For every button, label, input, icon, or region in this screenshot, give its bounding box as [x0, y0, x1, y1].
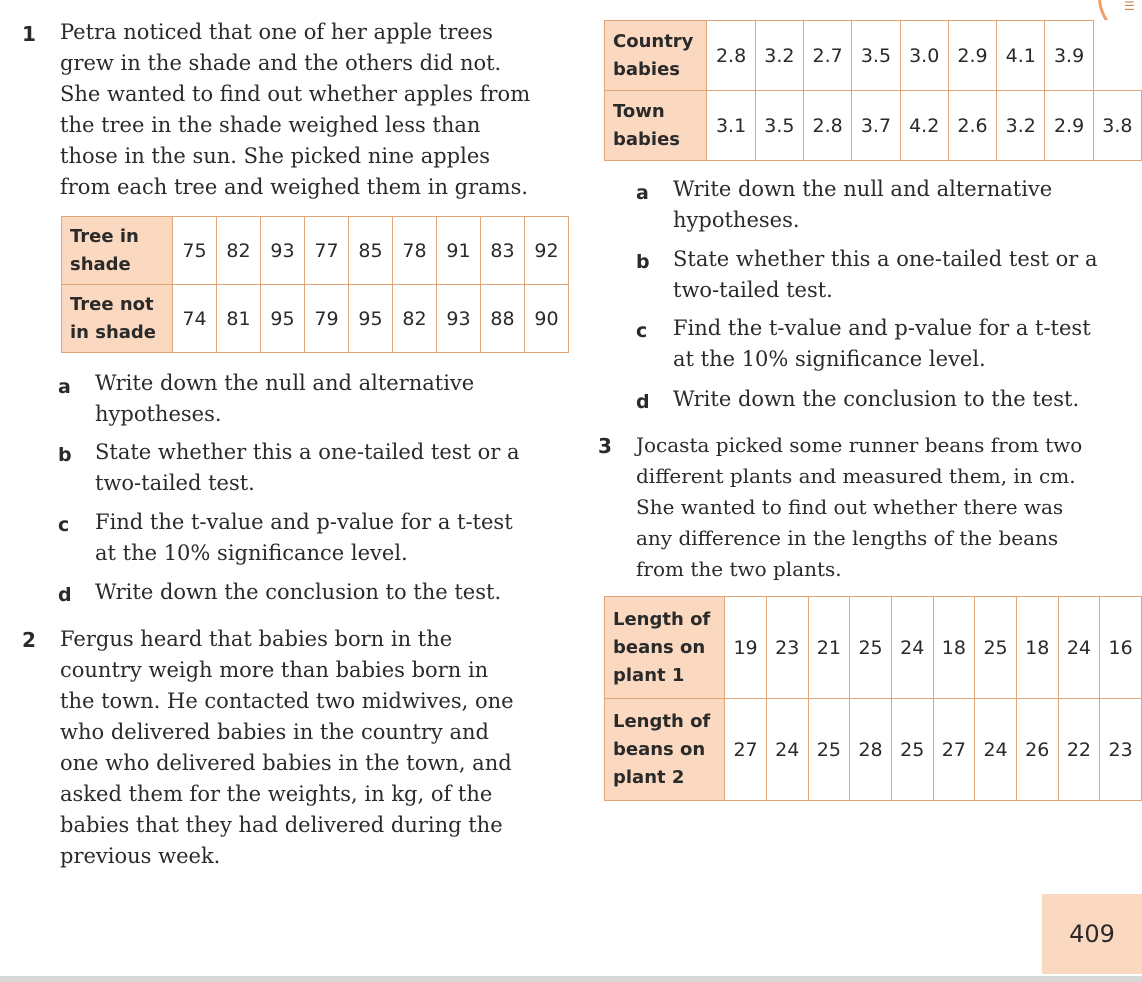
table-cell: 79: [305, 285, 349, 353]
table-cell: 22: [1058, 699, 1100, 801]
row-header-line: babies: [613, 58, 681, 80]
table-cell: 25: [975, 597, 1017, 699]
table-cell: 27: [725, 699, 767, 801]
row-header-line: Town: [613, 100, 665, 122]
row-header: [605, 699, 725, 801]
table-row: [605, 699, 1142, 801]
q2-intro-line: babies that they had delivered during the: [60, 813, 503, 837]
row-header: [605, 597, 725, 699]
text-line: State whether this a one-tailed test or a: [673, 247, 1098, 271]
table-row: [605, 21, 1142, 91]
table-cell: 25: [808, 699, 850, 801]
table-cell: 3.2: [997, 91, 1045, 161]
table-cell: 2.9: [948, 21, 996, 91]
q1-part-b-text: [95, 437, 520, 499]
q2-baby-weights-table: [604, 20, 1142, 161]
table-cell: 82: [217, 217, 261, 285]
table-row: [62, 217, 569, 285]
q1-part-a-text: [95, 368, 474, 430]
q1-part-c-text: [95, 507, 513, 569]
table-cell: 93: [261, 217, 305, 285]
table-cell: 88: [481, 285, 525, 353]
table-cell: 3.9: [1045, 21, 1093, 91]
text-line: Write down the null and alternative: [673, 177, 1053, 201]
table-cell: 18: [1016, 597, 1058, 699]
table-cell: 90: [525, 285, 569, 353]
table-cell: 92: [525, 217, 569, 285]
row-header-line: beans on: [613, 738, 706, 760]
text-line: hypotheses.: [673, 208, 800, 232]
q2-part-d-label: d: [636, 391, 650, 413]
q3-intro-line: different plants and measured them, in cm.: [636, 464, 1076, 488]
table-cell: 77: [305, 217, 349, 285]
table-cell: 16: [1100, 597, 1142, 699]
menu-icon: ☰: [1124, 0, 1135, 13]
table-cell: 2.9: [1045, 91, 1093, 161]
row-header-line: beans on: [613, 636, 706, 658]
table-cell: 2.8: [707, 21, 755, 91]
table-cell: 85: [349, 217, 393, 285]
q2-intro-line: one who delivered babies in the town, and: [60, 751, 512, 775]
q1-intro-line: She wanted to find out whether apples from: [60, 82, 531, 106]
q3-bean-lengths-table: [604, 596, 1142, 801]
q2-part-b-text: [673, 244, 1098, 306]
q2-intro-line: asked them for the weights, in kg, of the: [60, 782, 493, 806]
text-line: Write down the conclusion to the test.: [95, 580, 502, 604]
table-cell: 4.2: [900, 91, 948, 161]
table-cell: 19: [725, 597, 767, 699]
q1-part-d-text: [95, 577, 501, 608]
q2-part-c-text: [673, 313, 1091, 375]
q1-intro-line: Petra noticed that one of her apple trees: [60, 20, 493, 44]
table-cell: 28: [850, 699, 892, 801]
q3-intro-line: She wanted to find out whether there was: [636, 495, 1064, 519]
question-3-number: 3: [598, 434, 612, 458]
table-cell: 26: [1016, 699, 1058, 801]
table-cell: 78: [393, 217, 437, 285]
table-cell: 81: [217, 285, 261, 353]
table-cell: 23: [766, 597, 808, 699]
q1-part-c-label: c: [58, 514, 70, 536]
row-header-line: babies: [613, 128, 681, 150]
table-cell: 27: [933, 699, 975, 801]
page-number: 409: [1042, 894, 1142, 974]
table-row: [605, 597, 1142, 699]
q1-part-d-label: d: [58, 584, 72, 606]
table-cell: 3.5: [755, 91, 803, 161]
text-line: State whether this a one-tailed test or a: [95, 440, 520, 464]
table-row: [605, 91, 1142, 161]
table-cell: 25: [850, 597, 892, 699]
table-cell: 2.8: [804, 91, 852, 161]
table-cell: 3.8: [1093, 91, 1141, 161]
q1-part-a-label: a: [58, 376, 71, 398]
table-cell-empty: [1093, 21, 1141, 91]
table-cell: 91: [437, 217, 481, 285]
table-cell: 18: [933, 597, 975, 699]
row-header: [605, 91, 707, 161]
table-cell: 75: [173, 217, 217, 285]
q1-part-b-label: b: [58, 444, 72, 466]
table-cell: 24: [975, 699, 1017, 801]
text-line: Write down the conclusion to the test.: [673, 387, 1080, 411]
q2-part-b-label: b: [636, 251, 650, 273]
row-header-line: Length of: [613, 710, 711, 732]
question-2-number: 2: [22, 628, 36, 652]
row-header: [62, 217, 173, 285]
row-header-line: Tree in: [70, 225, 139, 247]
row-header-line: plant 2: [613, 766, 685, 788]
q3-intro-line: any difference in the lengths of the beans: [636, 526, 1059, 550]
table-cell: 2.6: [948, 91, 996, 161]
table-cell: 2.7: [804, 21, 852, 91]
q2-part-a-text: [673, 174, 1052, 236]
row-header-line: in shade: [70, 321, 157, 343]
q3-intro-line: Jocasta picked some runner beans from two: [636, 433, 1083, 457]
table-cell: 93: [437, 285, 481, 353]
text-line: Write down the null and alternative: [95, 371, 475, 395]
table-cell: 21: [808, 597, 850, 699]
row-header-line: shade: [70, 253, 131, 275]
q3-intro-line: from the two plants.: [636, 557, 842, 581]
table-cell: 95: [349, 285, 393, 353]
table-cell: 3.2: [755, 21, 803, 91]
q2-intro-line: who delivered babies in the country and: [60, 720, 489, 744]
q2-intro-line: previous week.: [60, 844, 221, 868]
table-cell: 3.7: [852, 91, 900, 161]
row-header: [62, 285, 173, 353]
row-header-line: Country: [613, 30, 694, 52]
table-cell: 24: [1058, 597, 1100, 699]
table-cell: 83: [481, 217, 525, 285]
row-header-line: plant 1: [613, 664, 685, 686]
table-cell: 95: [261, 285, 305, 353]
text-line: hypotheses.: [95, 402, 222, 426]
q2-intro-line: the town. He contacted two midwives, one: [60, 689, 514, 713]
question-3-intro: [636, 430, 1082, 585]
table-cell: 4.1: [997, 21, 1045, 91]
table-cell: 24: [766, 699, 808, 801]
text-line: at the 10% significance level.: [95, 541, 408, 565]
q2-intro-line: country weigh more than babies born in: [60, 658, 489, 682]
question-1-intro: [60, 17, 530, 203]
table-cell: 25: [891, 699, 933, 801]
text-line: two-tailed test.: [673, 278, 833, 302]
text-line: two-tailed test.: [95, 471, 255, 495]
row-header: [605, 21, 707, 91]
text-line: Find the t-value and p-value for a t-test: [95, 510, 513, 534]
q1-intro-line: those in the sun. She picked nine apples: [60, 144, 491, 168]
q1-intro-line: grew in the shade and the others did not.: [60, 51, 502, 75]
table-cell: 74: [173, 285, 217, 353]
table-cell: 23: [1100, 699, 1142, 801]
question-1-number: 1: [22, 22, 36, 46]
table-cell: 24: [891, 597, 933, 699]
row-header-line: Length of: [613, 608, 711, 630]
table-row: [62, 285, 569, 353]
text-line: Find the t-value and p-value for a t-test: [673, 316, 1091, 340]
q2-part-a-label: a: [636, 182, 649, 204]
question-2-intro: [60, 624, 514, 872]
q1-intro-line: the tree in the shade weighed less than: [60, 113, 481, 137]
q2-intro-line: Fergus heard that babies born in the: [60, 627, 453, 651]
table-cell: 3.1: [707, 91, 755, 161]
row-header-line: Tree not: [70, 293, 154, 315]
page-divider: [0, 976, 1142, 982]
q2-part-c-label: c: [636, 320, 648, 342]
text-line: at the 10% significance level.: [673, 347, 986, 371]
table-cell: 82: [393, 285, 437, 353]
table-cell: 3.0: [900, 21, 948, 91]
table-cell: 3.5: [852, 21, 900, 91]
q1-apple-weights-table: [61, 216, 569, 353]
q1-intro-line: from each tree and weighed them in grams.: [60, 175, 529, 199]
q2-part-d-text: [673, 384, 1079, 415]
